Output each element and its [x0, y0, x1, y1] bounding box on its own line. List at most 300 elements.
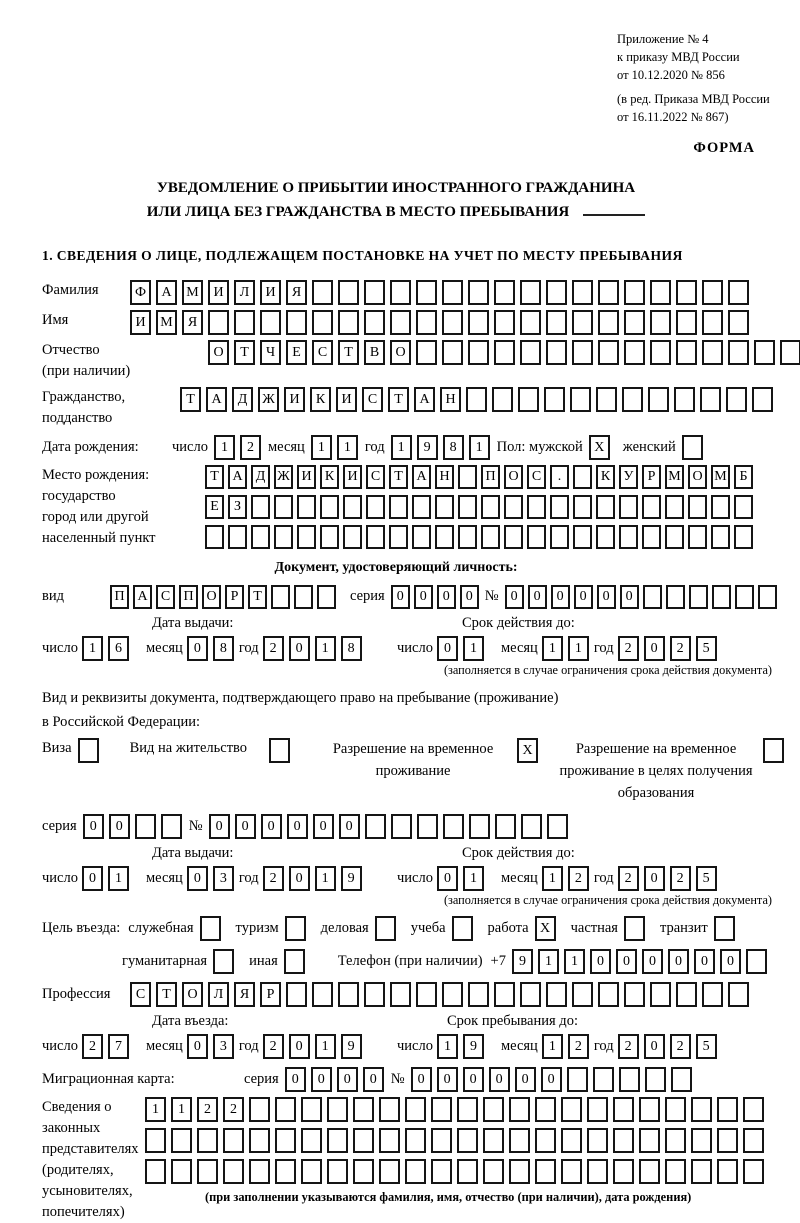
char-box[interactable] — [711, 525, 730, 549]
char-box[interactable]: М — [711, 465, 730, 489]
char-box[interactable] — [674, 387, 695, 412]
char-box[interactable] — [527, 525, 546, 549]
char-box[interactable]: 2 — [670, 1034, 691, 1059]
char-box[interactable] — [550, 525, 569, 549]
char-box[interactable]: Т — [338, 340, 359, 365]
char-box[interactable]: О — [202, 585, 221, 609]
char-box[interactable]: Е — [286, 340, 307, 365]
char-box[interactable]: С — [156, 585, 175, 609]
char-box[interactable]: 7 — [108, 1034, 129, 1059]
char-box[interactable]: 9 — [341, 866, 362, 891]
char-box[interactable] — [249, 1128, 270, 1153]
char-box[interactable]: 2 — [670, 636, 691, 661]
char-box[interactable]: 5 — [696, 636, 717, 661]
char-box[interactable] — [544, 387, 565, 412]
char-box[interactable]: 0 — [460, 585, 479, 609]
char-box[interactable]: 9 — [417, 435, 438, 460]
char-box[interactable] — [468, 340, 489, 365]
char-box[interactable]: А — [414, 387, 435, 412]
char-box[interactable] — [572, 310, 593, 335]
char-box[interactable]: 1 — [145, 1097, 166, 1122]
char-box[interactable]: 0 — [209, 814, 230, 839]
char-box[interactable]: 0 — [644, 1034, 665, 1059]
char-box[interactable] — [639, 1128, 660, 1153]
char-box[interactable] — [598, 280, 619, 305]
char-box[interactable] — [665, 1097, 686, 1122]
char-box[interactable] — [416, 340, 437, 365]
char-box[interactable]: 2 — [263, 636, 284, 661]
char-box[interactable] — [598, 340, 619, 365]
char-box[interactable] — [726, 387, 747, 412]
char-box[interactable] — [642, 495, 661, 519]
char-box[interactable]: О — [390, 340, 411, 365]
char-box[interactable] — [468, 982, 489, 1007]
char-box[interactable] — [297, 525, 316, 549]
char-box[interactable]: 1 — [315, 636, 336, 661]
char-box[interactable] — [521, 814, 542, 839]
char-box[interactable]: А — [206, 387, 227, 412]
char-box[interactable] — [619, 495, 638, 519]
char-box[interactable]: 0 — [616, 949, 637, 974]
char-box[interactable] — [435, 495, 454, 519]
char-box[interactable] — [622, 387, 643, 412]
char-box[interactable] — [416, 310, 437, 335]
char-box[interactable] — [343, 495, 362, 519]
char-box[interactable] — [504, 525, 523, 549]
char-box[interactable]: 1 — [108, 866, 129, 891]
char-box[interactable]: 1 — [568, 636, 589, 661]
char-box[interactable] — [495, 814, 516, 839]
char-box[interactable] — [573, 495, 592, 519]
char-box[interactable] — [639, 1097, 660, 1122]
char-box[interactable] — [483, 1128, 504, 1153]
char-box[interactable]: И — [297, 465, 316, 489]
char-box[interactable] — [249, 1097, 270, 1122]
char-box[interactable]: Н — [435, 465, 454, 489]
char-box[interactable]: С — [366, 465, 385, 489]
char-box[interactable]: 2 — [223, 1097, 244, 1122]
char-box[interactable]: 0 — [287, 814, 308, 839]
char-box[interactable]: 0 — [187, 866, 208, 891]
char-box[interactable]: С — [130, 982, 151, 1007]
char-box[interactable] — [734, 525, 753, 549]
char-box[interactable]: 0 — [235, 814, 256, 839]
char-box[interactable]: 2 — [197, 1097, 218, 1122]
char-box[interactable]: Я — [286, 280, 307, 305]
char-box[interactable] — [405, 1128, 426, 1153]
char-box[interactable]: И — [284, 387, 305, 412]
char-box[interactable]: К — [310, 387, 331, 412]
char-box[interactable] — [717, 1128, 738, 1153]
char-box[interactable] — [535, 1097, 556, 1122]
char-box[interactable] — [650, 982, 671, 1007]
char-box[interactable] — [353, 1128, 374, 1153]
char-box[interactable]: 0 — [109, 814, 130, 839]
residence-permit-checkbox[interactable] — [269, 738, 290, 763]
char-box[interactable] — [598, 310, 619, 335]
char-box[interactable] — [728, 982, 749, 1007]
char-box[interactable] — [494, 340, 515, 365]
char-box[interactable]: М — [665, 465, 684, 489]
char-box[interactable] — [691, 1128, 712, 1153]
char-box[interactable] — [570, 387, 591, 412]
char-box[interactable] — [469, 814, 490, 839]
char-box[interactable] — [271, 585, 290, 609]
char-box[interactable] — [301, 1128, 322, 1153]
purpose-other-checkbox[interactable] — [284, 949, 305, 974]
char-box[interactable] — [573, 525, 592, 549]
temp-residence-checkbox[interactable]: X — [517, 738, 538, 763]
char-box[interactable] — [624, 310, 645, 335]
char-box[interactable] — [728, 310, 749, 335]
char-box[interactable] — [546, 982, 567, 1007]
char-box[interactable] — [743, 1097, 764, 1122]
char-box[interactable]: И — [208, 280, 229, 305]
char-box[interactable] — [550, 495, 569, 519]
char-box[interactable] — [492, 387, 513, 412]
char-box[interactable]: 0 — [437, 636, 458, 661]
char-box[interactable] — [494, 982, 515, 1007]
char-box[interactable] — [746, 949, 767, 974]
char-box[interactable] — [561, 1097, 582, 1122]
char-box[interactable] — [274, 495, 293, 519]
char-box[interactable] — [327, 1097, 348, 1122]
char-box[interactable] — [294, 585, 313, 609]
char-box[interactable]: 0 — [644, 866, 665, 891]
purpose-tourism-checkbox[interactable] — [285, 916, 306, 941]
char-box[interactable] — [443, 814, 464, 839]
char-box[interactable]: 0 — [528, 585, 547, 609]
char-box[interactable] — [572, 340, 593, 365]
char-box[interactable] — [676, 310, 697, 335]
char-box[interactable] — [547, 814, 568, 839]
char-box[interactable] — [320, 525, 339, 549]
char-box[interactable] — [431, 1128, 452, 1153]
char-box[interactable] — [364, 982, 385, 1007]
char-box[interactable]: 0 — [337, 1067, 358, 1092]
temp-residence-edu-checkbox[interactable] — [763, 738, 784, 763]
char-box[interactable]: 0 — [590, 949, 611, 974]
char-box[interactable] — [197, 1128, 218, 1153]
char-box[interactable] — [587, 1097, 608, 1122]
char-box[interactable] — [650, 310, 671, 335]
char-box[interactable]: 1 — [469, 435, 490, 460]
char-box[interactable]: 1 — [542, 866, 563, 891]
char-box[interactable]: 0 — [187, 636, 208, 661]
char-box[interactable] — [613, 1128, 634, 1153]
char-box[interactable] — [435, 525, 454, 549]
char-box[interactable]: 0 — [437, 585, 456, 609]
char-box[interactable] — [223, 1128, 244, 1153]
char-box[interactable] — [208, 310, 229, 335]
char-box[interactable] — [458, 495, 477, 519]
char-box[interactable]: О — [208, 340, 229, 365]
char-box[interactable]: 8 — [341, 636, 362, 661]
char-box[interactable]: 2 — [263, 866, 284, 891]
char-box[interactable]: С — [527, 465, 546, 489]
char-box[interactable]: 0 — [694, 949, 715, 974]
char-box[interactable]: Ч — [260, 340, 281, 365]
char-box[interactable]: 1 — [311, 435, 332, 460]
char-box[interactable] — [509, 1097, 530, 1122]
char-box[interactable]: 5 — [696, 866, 717, 891]
char-box[interactable]: 0 — [285, 1067, 306, 1092]
char-box[interactable]: 0 — [574, 585, 593, 609]
char-box[interactable]: 0 — [437, 1067, 458, 1092]
char-box[interactable] — [416, 982, 437, 1007]
char-box[interactable] — [535, 1128, 556, 1153]
char-box[interactable] — [442, 310, 463, 335]
char-box[interactable] — [619, 525, 638, 549]
char-box[interactable]: 6 — [108, 636, 129, 661]
purpose-transit-checkbox[interactable] — [714, 916, 735, 941]
char-box[interactable]: З — [228, 495, 247, 519]
char-box[interactable]: 2 — [263, 1034, 284, 1059]
char-box[interactable]: С — [362, 387, 383, 412]
char-box[interactable] — [417, 814, 438, 839]
char-box[interactable]: 2 — [618, 866, 639, 891]
char-box[interactable]: Р — [642, 465, 661, 489]
char-box[interactable]: 0 — [642, 949, 663, 974]
char-box[interactable] — [728, 280, 749, 305]
char-box[interactable] — [665, 525, 684, 549]
char-box[interactable]: Т — [156, 982, 177, 1007]
char-box[interactable] — [228, 525, 247, 549]
char-box[interactable] — [624, 982, 645, 1007]
char-box[interactable]: 9 — [341, 1034, 362, 1059]
sex-female-checkbox[interactable] — [682, 435, 703, 460]
char-box[interactable] — [312, 310, 333, 335]
char-box[interactable] — [494, 310, 515, 335]
char-box[interactable] — [286, 982, 307, 1007]
char-box[interactable] — [520, 982, 541, 1007]
char-box[interactable]: 1 — [542, 1034, 563, 1059]
char-box[interactable]: 1 — [437, 1034, 458, 1059]
char-box[interactable] — [312, 982, 333, 1007]
char-box[interactable]: . — [550, 465, 569, 489]
char-box[interactable]: 1 — [463, 866, 484, 891]
char-box[interactable] — [752, 387, 773, 412]
char-box[interactable] — [364, 310, 385, 335]
purpose-business-checkbox[interactable] — [375, 916, 396, 941]
char-box[interactable]: С — [312, 340, 333, 365]
char-box[interactable] — [431, 1097, 452, 1122]
char-box[interactable]: 0 — [82, 866, 103, 891]
char-box[interactable] — [338, 280, 359, 305]
char-box[interactable]: 0 — [437, 866, 458, 891]
char-box[interactable]: И — [336, 387, 357, 412]
char-box[interactable]: 0 — [83, 814, 104, 839]
char-box[interactable]: 0 — [505, 585, 524, 609]
char-box[interactable]: А — [133, 585, 152, 609]
char-box[interactable]: 5 — [696, 1034, 717, 1059]
char-box[interactable]: 1 — [542, 636, 563, 661]
char-box[interactable]: Р — [260, 982, 281, 1007]
char-box[interactable]: 1 — [171, 1097, 192, 1122]
char-box[interactable] — [671, 1067, 692, 1092]
char-box[interactable]: О — [688, 465, 707, 489]
char-box[interactable] — [754, 340, 775, 365]
char-box[interactable]: А — [156, 280, 177, 305]
char-box[interactable] — [624, 280, 645, 305]
char-box[interactable] — [312, 280, 333, 305]
purpose-humanitarian-checkbox[interactable] — [213, 949, 234, 974]
char-box[interactable]: И — [130, 310, 151, 335]
char-box[interactable]: 1 — [337, 435, 358, 460]
char-box[interactable] — [518, 387, 539, 412]
char-box[interactable]: 3 — [213, 866, 234, 891]
char-box[interactable] — [665, 495, 684, 519]
char-box[interactable] — [251, 495, 270, 519]
char-box[interactable] — [468, 280, 489, 305]
char-box[interactable]: А — [412, 465, 431, 489]
char-box[interactable]: 0 — [313, 814, 334, 839]
char-box[interactable] — [700, 387, 721, 412]
char-box[interactable] — [702, 982, 723, 1007]
char-box[interactable] — [734, 495, 753, 519]
char-box[interactable] — [364, 280, 385, 305]
char-box[interactable] — [135, 814, 156, 839]
char-box[interactable]: Я — [182, 310, 203, 335]
char-box[interactable]: 0 — [414, 585, 433, 609]
char-box[interactable] — [286, 310, 307, 335]
char-box[interactable]: 0 — [668, 949, 689, 974]
char-box[interactable] — [457, 1097, 478, 1122]
sex-male-checkbox[interactable]: X — [589, 435, 610, 460]
char-box[interactable] — [546, 310, 567, 335]
char-box[interactable]: 1 — [214, 435, 235, 460]
char-box[interactable] — [343, 525, 362, 549]
char-box[interactable] — [688, 525, 707, 549]
char-box[interactable] — [624, 340, 645, 365]
char-box[interactable]: 0 — [597, 585, 616, 609]
char-box[interactable] — [338, 310, 359, 335]
char-box[interactable] — [317, 585, 336, 609]
char-box[interactable] — [379, 1097, 400, 1122]
char-box[interactable] — [353, 1097, 374, 1122]
char-box[interactable] — [546, 340, 567, 365]
char-box[interactable]: Е — [205, 495, 224, 519]
char-box[interactable] — [161, 814, 182, 839]
char-box[interactable] — [366, 495, 385, 519]
char-box[interactable] — [251, 525, 270, 549]
char-box[interactable] — [412, 495, 431, 519]
char-box[interactable]: 2 — [670, 866, 691, 891]
char-box[interactable] — [587, 1128, 608, 1153]
char-box[interactable] — [689, 585, 708, 609]
char-box[interactable]: 2 — [568, 1034, 589, 1059]
char-box[interactable] — [650, 280, 671, 305]
char-box[interactable]: 0 — [289, 636, 310, 661]
char-box[interactable]: П — [179, 585, 198, 609]
char-box[interactable]: 0 — [720, 949, 741, 974]
char-box[interactable] — [481, 525, 500, 549]
char-box[interactable] — [596, 387, 617, 412]
char-box[interactable] — [379, 1128, 400, 1153]
char-box[interactable] — [691, 1097, 712, 1122]
char-box[interactable] — [391, 814, 412, 839]
char-box[interactable]: В — [364, 340, 385, 365]
char-box[interactable]: Ф — [130, 280, 151, 305]
char-box[interactable] — [520, 280, 541, 305]
char-box[interactable] — [389, 525, 408, 549]
char-box[interactable]: 0 — [541, 1067, 562, 1092]
char-box[interactable] — [593, 1067, 614, 1092]
char-box[interactable]: 0 — [289, 866, 310, 891]
char-box[interactable]: Т — [180, 387, 201, 412]
char-box[interactable] — [389, 495, 408, 519]
char-box[interactable] — [390, 280, 411, 305]
char-box[interactable] — [567, 1067, 588, 1092]
char-box[interactable]: 2 — [240, 435, 261, 460]
char-box[interactable] — [468, 310, 489, 335]
char-box[interactable]: 1 — [82, 636, 103, 661]
char-box[interactable]: И — [260, 280, 281, 305]
char-box[interactable] — [442, 982, 463, 1007]
char-box[interactable]: 0 — [489, 1067, 510, 1092]
char-box[interactable] — [145, 1128, 166, 1153]
char-box[interactable] — [442, 340, 463, 365]
char-box[interactable] — [412, 525, 431, 549]
char-box[interactable]: 1 — [315, 866, 336, 891]
char-box[interactable] — [735, 585, 754, 609]
char-box[interactable] — [711, 495, 730, 519]
char-box[interactable]: О — [504, 465, 523, 489]
char-box[interactable] — [458, 525, 477, 549]
char-box[interactable] — [702, 280, 723, 305]
char-box[interactable] — [596, 495, 615, 519]
char-box[interactable] — [327, 1128, 348, 1153]
char-box[interactable]: Т — [234, 340, 255, 365]
char-box[interactable] — [274, 525, 293, 549]
char-box[interactable]: 0 — [620, 585, 639, 609]
char-box[interactable]: 2 — [568, 866, 589, 891]
char-box[interactable] — [405, 1097, 426, 1122]
char-box[interactable] — [743, 1128, 764, 1153]
char-box[interactable]: 1 — [538, 949, 559, 974]
char-box[interactable]: И — [343, 465, 362, 489]
char-box[interactable]: 1 — [463, 636, 484, 661]
purpose-work-checkbox[interactable]: X — [535, 916, 556, 941]
char-box[interactable]: Л — [208, 982, 229, 1007]
char-box[interactable] — [702, 340, 723, 365]
char-box[interactable]: 0 — [391, 585, 410, 609]
char-box[interactable]: 8 — [443, 435, 464, 460]
char-box[interactable] — [205, 525, 224, 549]
char-box[interactable] — [717, 1097, 738, 1122]
char-box[interactable]: Ж — [274, 465, 293, 489]
char-box[interactable]: 0 — [311, 1067, 332, 1092]
char-box[interactable] — [494, 280, 515, 305]
char-box[interactable] — [275, 1097, 296, 1122]
char-box[interactable] — [297, 495, 316, 519]
char-box[interactable] — [546, 280, 567, 305]
char-box[interactable]: Ж — [258, 387, 279, 412]
char-box[interactable]: 0 — [289, 1034, 310, 1059]
char-box[interactable] — [366, 525, 385, 549]
visa-checkbox[interactable] — [78, 738, 99, 763]
char-box[interactable] — [509, 1128, 530, 1153]
char-box[interactable] — [390, 982, 411, 1007]
char-box[interactable] — [598, 982, 619, 1007]
char-box[interactable] — [561, 1128, 582, 1153]
char-box[interactable] — [466, 387, 487, 412]
char-box[interactable] — [702, 310, 723, 335]
char-box[interactable] — [275, 1128, 296, 1153]
char-box[interactable]: У — [619, 465, 638, 489]
char-box[interactable]: 0 — [644, 636, 665, 661]
char-box[interactable] — [527, 495, 546, 519]
